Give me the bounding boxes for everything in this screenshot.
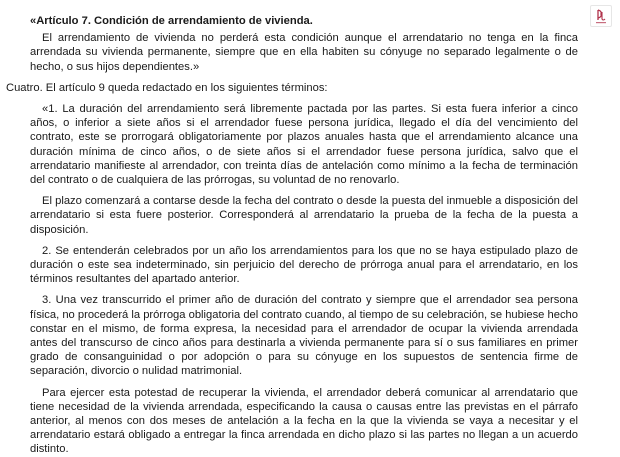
- paragraph-section-1: «1. La duración del arrendamiento será libremente pactada por las partes. Si esta fuera inferior a cinco años, o inferior a siete años si el arrendador fuese persona jurídica, llegado el día del vencimiento del contrato, este se prorrogará obligatoriamente por plazos anuales hasta que el arrendamiento alcance una duración mínima de cinco años, o de siete años si el arrendador fuese persona jurídica, salvo que el arrendatario manifieste al arrendador, con treinta días de antelación como mínimo a la fecha de terminación del contrato o de cualquiera de las prórrogas, su voluntad de no renovarlo.: [30, 103, 578, 187]
- paragraph-cuatro: Cuatro. El artículo 9 queda redactado en los siguientes términos:: [6, 81, 328, 94]
- article-text: [6, 14, 578, 457]
- seal-logo-icon: [590, 5, 612, 27]
- paragraph-section-2: 2. Se entenderán celebrados por un año los arrendamientos para los que no se haya estipulado plazo de duración o este sea indeterminado, sin perjuicio del derecho de prórroga anual para el arrendatario, en los términos resultantes del apartado anterior.: [30, 244, 578, 286]
- article-heading: «Artículo 7. Condición de arrendamiento de vivienda.: [30, 15, 313, 27]
- paragraph-potestad: Para ejercer esta potestad de recuperar la vivienda, el arrendador deberá comunicar al arrendatario que tiene necesidad de la vivienda arrendada, especificando la causa o causas entre las previstas en el párrafo anterior, al menos con dos meses de antelación a la fecha en la que la vivienda se vaya a necesitar y el arrendatario estará obligado a entregar la finca arrendada en dicho plazo si las partes no llegan a un acuerdo distinto.: [30, 386, 578, 456]
- paragraph-plazo: El plazo comenzará a contarse desde la fecha del contrato o desde la puesta del inmueble a disposición del arrendatario si esta fuere posterior. Corresponderá al arrendatario la prueba de la fecha de la puesta a disposición.: [30, 195, 578, 236]
- paragraph-section-3: 3. Una vez transcurrido el primer año de duración del contrato y siempre que el arrendador sea persona física, no procederá la prórroga obligatoria del contrato cuando, al tiempo de su celebración, se hubiese hecho constar en el mismo, de forma expresa, la necesidad para el arrendador de ocupar la vivienda arrendada antes del transcurso de cinco años para destinarla a vivienda permanente para sí o sus familiares en primer grado de consanguinidad o por adopción o para su cónyuge en los supuestos de sentencia firme de separación, divorcio o nulidad matrimonial.: [30, 294, 578, 378]
- paragraph-article-7: El arrendamiento de vivienda no perderá esta condición aunque el arrendatario no tenga en la finca arrendada su vivienda permanente, siempre que en ella habiten su cónyuge no separado legalmente o de hecho, o sus hijos dependientes.»: [30, 32, 578, 73]
